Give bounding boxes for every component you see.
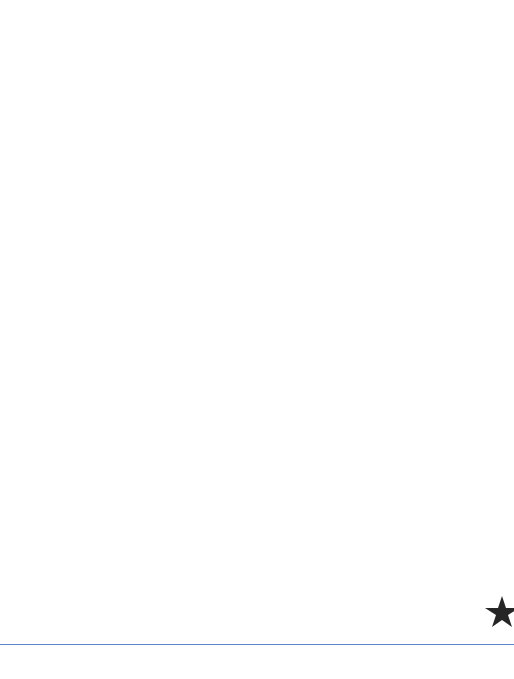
letterhead-footer [0,644,514,679]
company-seal-stamp [440,548,514,668]
